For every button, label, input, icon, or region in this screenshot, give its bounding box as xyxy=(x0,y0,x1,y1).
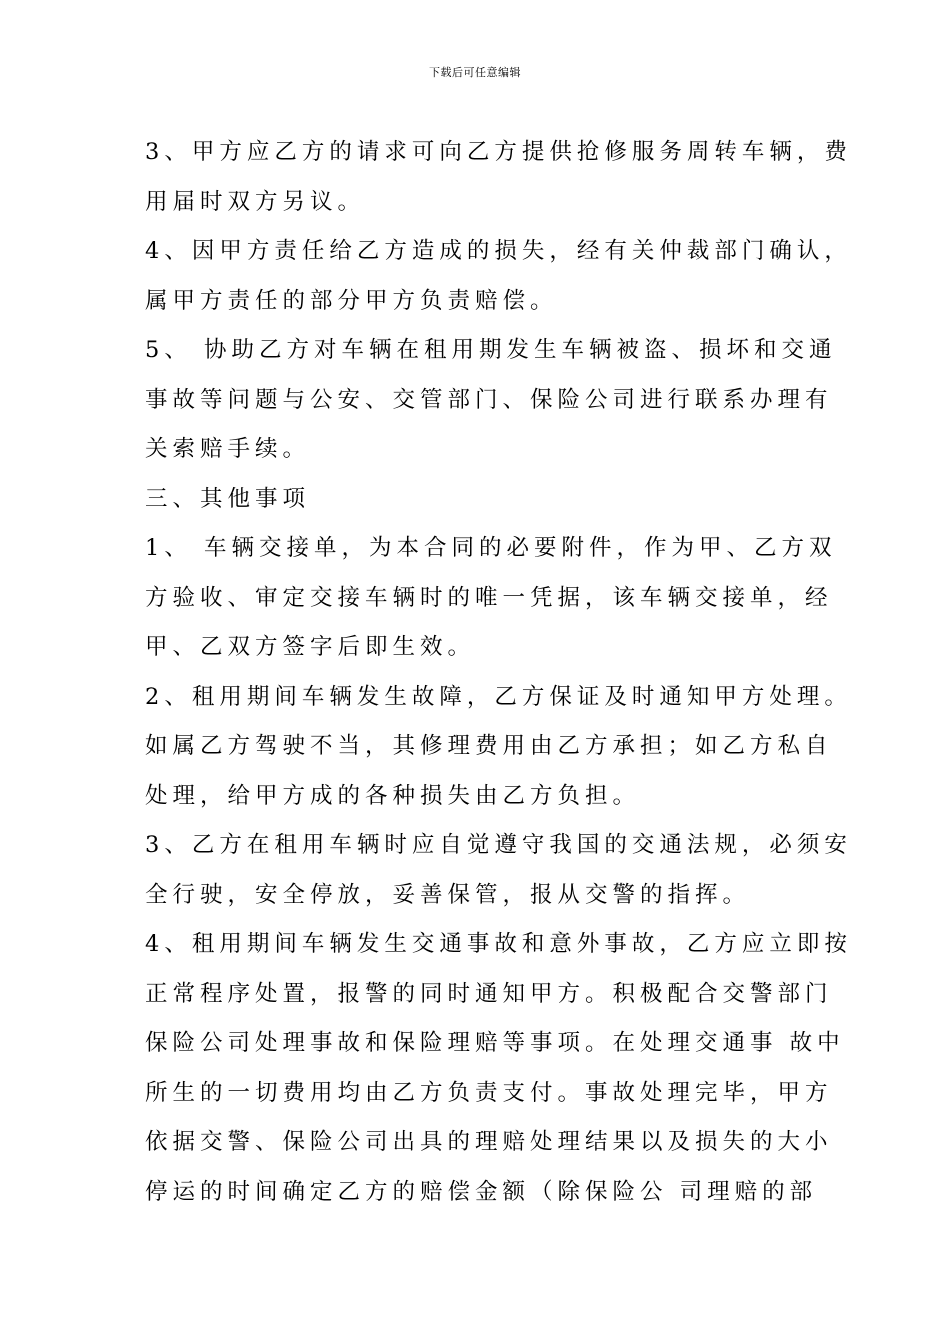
text-line: 所生的一切费用均由乙方负责支付。事故处理完毕，甲方 xyxy=(145,1079,833,1106)
text-line: 保险公司处理事故和保险理赔等事项。在处理交通事 故中 xyxy=(145,1030,845,1056)
text-line: 4、租用期间车辆发生交通事故和意外事故，乙方应立即按 xyxy=(145,931,852,957)
text-line: 甲、乙双方签字后即生效。 xyxy=(145,634,476,660)
text-line: 1、 车辆交接单，为本合同的必要附件，作为甲、乙方双 xyxy=(145,535,837,561)
text-line: 3、甲方应乙方的请求可向乙方提供抢修服务周转车辆，费 xyxy=(145,139,852,165)
text-line: 用届时双方另议。 xyxy=(145,188,366,215)
text-line: 4、因甲方责任给乙方造成的损失，经有关仲裁部门确认， xyxy=(145,238,852,264)
text-line: 2、租用期间车辆发生故障，乙方保证及时通知甲方处理。 xyxy=(145,683,852,710)
text-line: 如属乙方驾驶不当，其修理费用由乙方承担；如乙方私自 xyxy=(145,733,833,759)
text-line: 处理，给甲方成的各种损失由乙方负担。 xyxy=(145,782,641,809)
text-line: 5、 协助乙方对车辆在租用期发生车辆被盗、损坏和交通 xyxy=(145,337,837,363)
text-line: 全行驶，安全停放，妥善保管，报从交警的指挥。 xyxy=(145,881,751,908)
text-line: 事故等问题与公安、交管部门、保险公司进行联系办理有 xyxy=(145,386,833,413)
text-line: 3、乙方在租用车辆时应自觉遵守我国的交通法规，必须安 xyxy=(145,832,852,858)
text-line: 关索赔手续。 xyxy=(145,436,311,462)
text-line: 属甲方责任的部分甲方负责赔偿。 xyxy=(145,287,558,314)
text-line: 依据交警、保险公司出具的理赔处理结果以及损失的大小 xyxy=(145,1129,833,1155)
text-line: 停运的时间确定乙方的赔偿金额（除保险公 司理赔的部 xyxy=(145,1178,818,1205)
section-heading: 三、其他事项 xyxy=(145,485,311,512)
text-line: 方验收、审定交接车辆时的唯一凭据，该车辆交接单，经 xyxy=(145,584,833,611)
page-header-note: 下载后可任意编辑 xyxy=(429,66,521,79)
contract-body xyxy=(145,128,852,1217)
text-line: 正常程序处置，报警的同时通知甲方。积极配合交警部门 xyxy=(145,980,833,1007)
